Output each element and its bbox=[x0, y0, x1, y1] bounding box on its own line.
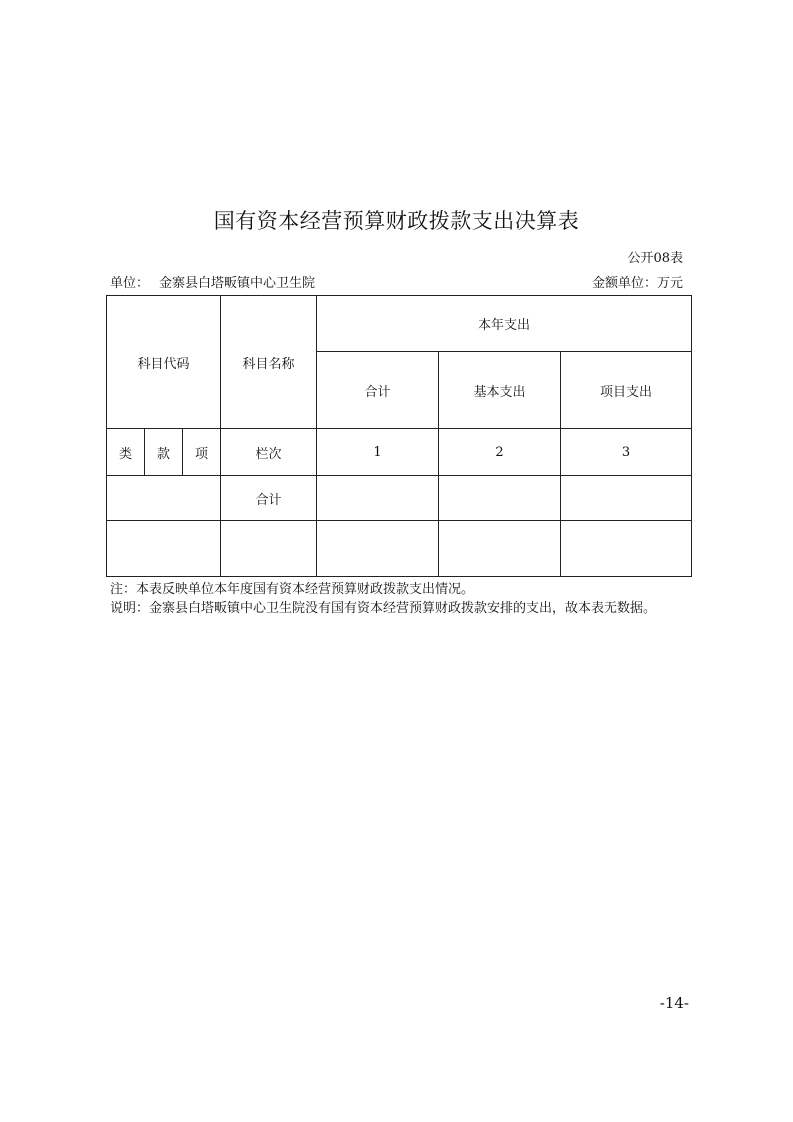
total-row-code bbox=[107, 476, 221, 521]
page-title: 国有资本经营预算财政拨款支出决算表 bbox=[213, 209, 580, 233]
cell-col-1: 1 bbox=[317, 429, 439, 476]
header-row-1 bbox=[107, 296, 692, 352]
cell-col-3: 3 bbox=[561, 429, 692, 476]
header-subject-name: 科目名称 bbox=[221, 296, 317, 429]
total-row-total bbox=[317, 476, 439, 521]
header-current-year-expense: 本年支出 bbox=[317, 296, 692, 352]
header-subject-code: 科目代码 bbox=[107, 296, 221, 429]
code-row bbox=[107, 429, 692, 476]
cell-col-2: 2 bbox=[439, 429, 561, 476]
empty-row-name bbox=[221, 521, 317, 577]
cell-lei: 类 bbox=[107, 429, 145, 476]
unit-info bbox=[110, 272, 315, 291]
total-row bbox=[107, 476, 692, 521]
explanation-text: 说明：金寨县白塔畈镇中心卫生院没有国有资本经营预算财政拨款安排的支出，故本表无数据。 bbox=[110, 601, 657, 616]
total-row-project bbox=[561, 476, 692, 521]
unit-name: 金寨县白塔畈镇中心卫生院 bbox=[159, 276, 316, 291]
header-basic-expense: 基本支出 bbox=[439, 352, 561, 429]
empty-row-code bbox=[107, 521, 221, 577]
empty-row-basic bbox=[439, 521, 561, 577]
notes bbox=[110, 580, 690, 618]
expense-table bbox=[106, 295, 692, 577]
empty-row-project bbox=[561, 521, 692, 577]
empty-row bbox=[107, 521, 692, 577]
cell-column-label: 栏次 bbox=[221, 429, 317, 476]
empty-row-total bbox=[317, 521, 439, 577]
cell-kuan: 款 bbox=[145, 429, 183, 476]
cell-xiang: 项 bbox=[183, 429, 221, 476]
amount-unit: 金额单位：万元 bbox=[591, 276, 683, 291]
header-project-expense: 项目支出 bbox=[561, 352, 692, 429]
note-text: 注：本表反映单位本年度国有资本经营预算财政拨款支出情况。 bbox=[110, 582, 475, 597]
total-row-label: 合计 bbox=[221, 476, 317, 521]
page-number: -14- bbox=[659, 994, 689, 1012]
total-row-basic bbox=[439, 476, 561, 521]
unit-row bbox=[110, 272, 683, 291]
header-total: 合计 bbox=[317, 352, 439, 429]
form-code: 公开08表 bbox=[627, 251, 683, 266]
unit-label: 单位： bbox=[110, 276, 150, 291]
